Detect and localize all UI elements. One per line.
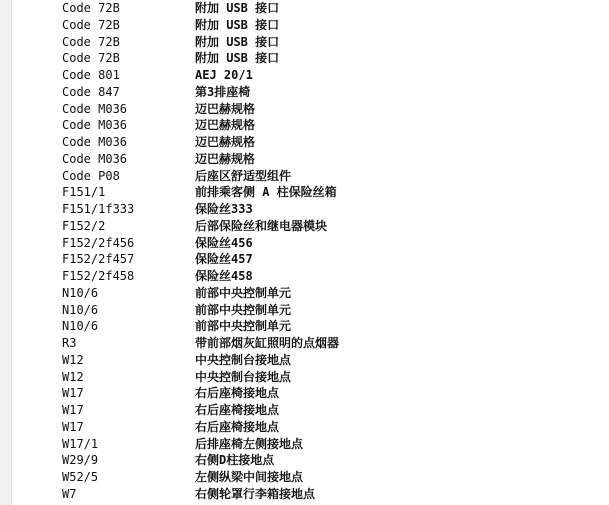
component-code: W17 bbox=[62, 403, 84, 417]
component-description: 右后座椅接地点 bbox=[195, 403, 280, 417]
component-description: 右后座椅接地点 bbox=[195, 386, 280, 401]
component-code: W12 bbox=[62, 352, 84, 367]
list-item bbox=[0, 318, 609, 335]
component-description: 保险丝456 bbox=[195, 235, 253, 250]
component-code: Code P08 bbox=[62, 168, 120, 183]
component-code: Code 72B bbox=[62, 51, 120, 66]
component-description: 保险丝457 bbox=[195, 252, 253, 267]
list-item bbox=[0, 469, 609, 486]
component-code: F151/1 bbox=[62, 185, 106, 200]
list-item bbox=[0, 335, 609, 352]
component-description: 右后座椅接地点 bbox=[195, 419, 280, 434]
component-description: 附加 USB 接口 bbox=[195, 1, 280, 15]
list-item bbox=[0, 235, 609, 252]
list-item bbox=[0, 486, 609, 503]
component-code: F152/2 bbox=[62, 218, 106, 233]
component-code: W17 bbox=[62, 386, 84, 401]
list-item bbox=[0, 285, 609, 302]
component-description: 迈巴赫规格 bbox=[195, 118, 256, 133]
component-description: 保险丝458 bbox=[195, 269, 253, 283]
component-description: 前部中央控制单元 bbox=[195, 285, 292, 300]
list-item bbox=[0, 352, 609, 369]
component-description: 迈巴赫规格 bbox=[195, 101, 256, 116]
component-code: Code M036 bbox=[62, 151, 128, 166]
list-item bbox=[0, 302, 609, 319]
component-description: 第3排座椅 bbox=[195, 84, 251, 99]
component-code: W52/5 bbox=[62, 470, 99, 484]
list-item bbox=[0, 67, 609, 84]
list-item bbox=[0, 369, 609, 386]
component-code: Code 72B bbox=[62, 1, 120, 15]
list-item bbox=[0, 402, 609, 419]
list-item bbox=[0, 385, 609, 402]
list-item bbox=[0, 101, 609, 118]
list-item bbox=[0, 134, 609, 151]
component-code: Code M036 bbox=[62, 101, 128, 116]
component-code: N10/6 bbox=[62, 302, 99, 317]
component-description: 右侧D柱接地点 bbox=[195, 453, 275, 468]
list-item bbox=[0, 419, 609, 436]
component-description: 保险丝333 bbox=[195, 202, 253, 216]
component-code: W29/9 bbox=[62, 453, 99, 468]
list-item bbox=[0, 0, 609, 17]
list-item bbox=[0, 251, 609, 268]
list-item bbox=[0, 201, 609, 218]
list-item bbox=[0, 268, 609, 285]
component-description: 附加 USB 接口 bbox=[195, 34, 280, 49]
component-code: Code 847 bbox=[62, 84, 120, 99]
component-code: R3 bbox=[62, 336, 77, 350]
component-code: N10/6 bbox=[62, 319, 99, 334]
component-code: Code M036 bbox=[62, 135, 128, 149]
component-description: 附加 USB 接口 bbox=[195, 17, 280, 32]
component-code: Code 72B bbox=[62, 17, 120, 32]
component-description: 左侧纵梁中间接地点 bbox=[195, 470, 304, 484]
component-code: F152/2f458 bbox=[62, 269, 135, 283]
component-description: 后排座椅左侧接地点 bbox=[195, 436, 304, 451]
component-code: W17 bbox=[62, 419, 84, 434]
component-code: Code 72B bbox=[62, 34, 120, 49]
component-description: 后座区舒适型组件 bbox=[195, 168, 292, 183]
component-description: 前部中央控制单元 bbox=[195, 319, 292, 334]
component-code: F152/2f457 bbox=[62, 252, 135, 267]
component-code: F152/2f456 bbox=[62, 235, 135, 250]
component-code: Code 801 bbox=[62, 68, 120, 82]
component-description: 带前部烟灰缸照明的点烟器 bbox=[195, 336, 340, 350]
list-item bbox=[0, 168, 609, 185]
component-code: W7 bbox=[62, 486, 77, 501]
component-code: N10/6 bbox=[62, 285, 99, 300]
list-item bbox=[0, 184, 609, 201]
component-description: 迈巴赫规格 bbox=[195, 135, 256, 149]
component-description: AEJ 20/1 bbox=[195, 68, 253, 82]
component-code: Code M036 bbox=[62, 118, 128, 133]
component-description: 迈巴赫规格 bbox=[195, 151, 256, 166]
component-description: 后部保险丝和继电器模块 bbox=[195, 218, 328, 233]
component-code: W17/1 bbox=[62, 436, 99, 451]
list-item bbox=[0, 452, 609, 469]
list-item bbox=[0, 218, 609, 235]
component-description: 中央控制台接地点 bbox=[195, 352, 292, 367]
list-item bbox=[0, 117, 609, 134]
list-item bbox=[0, 17, 609, 34]
list-item bbox=[0, 50, 609, 67]
component-description: 前排乘客侧 A 柱保险丝箱 bbox=[195, 185, 337, 200]
list-item bbox=[0, 84, 609, 101]
component-code: W12 bbox=[62, 369, 84, 384]
component-description: 右侧轮罩行李箱接地点 bbox=[195, 486, 316, 501]
list-item bbox=[0, 436, 609, 453]
component-description: 中央控制台接地点 bbox=[195, 369, 292, 384]
list-item bbox=[0, 34, 609, 51]
component-description: 前部中央控制单元 bbox=[195, 302, 292, 317]
component-description: 附加 USB 接口 bbox=[195, 51, 280, 66]
component-code: F151/1f333 bbox=[62, 202, 135, 216]
list-item bbox=[0, 151, 609, 168]
